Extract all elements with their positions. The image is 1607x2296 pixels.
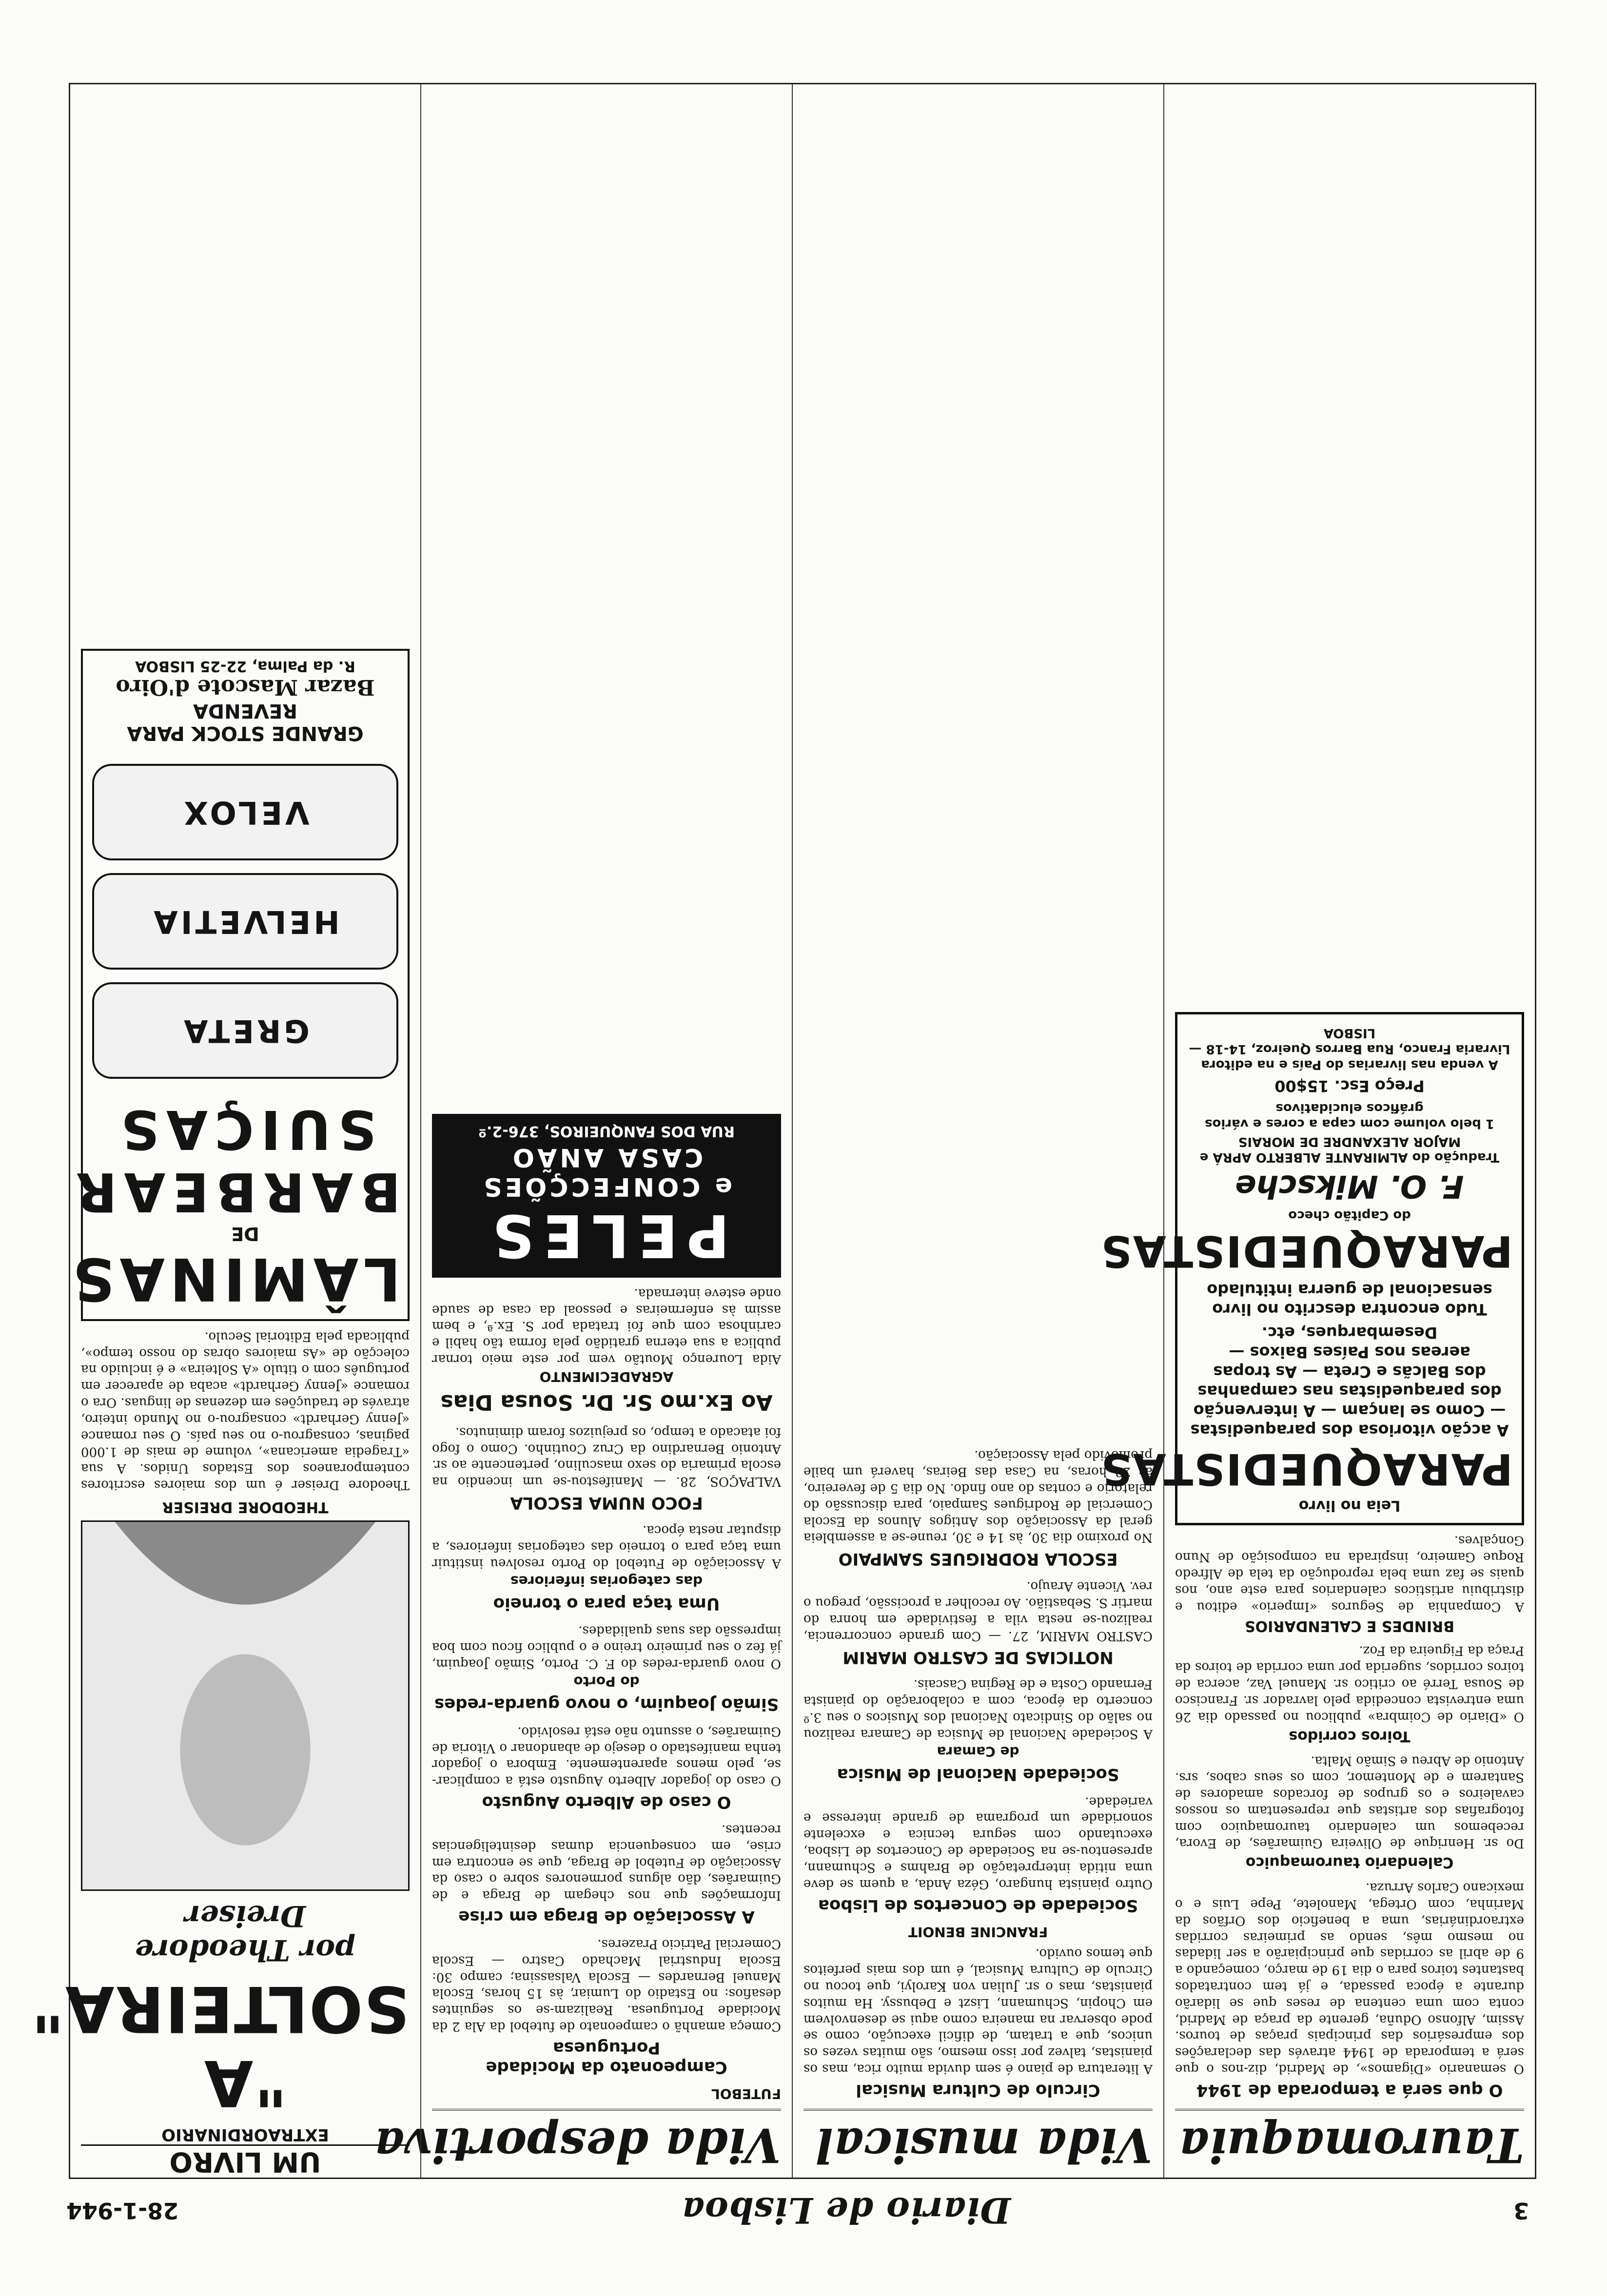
column-rule [1163,84,1164,2178]
article-title: O que será a temporada de 1944 [1196,2081,1503,2100]
article-kicker: do Porto [573,1673,640,1690]
book-label: UM LIVRO [81,2144,410,2178]
ad-connector: DE [231,1223,259,1245]
section-heading: Vida desportiva [432,2109,781,2178]
article-title: BRINDES E CALENDARIOS [1244,1617,1455,1634]
column-rule [792,84,793,2178]
ad-subline: BARBEAR SUIÇAS [69,1098,401,1224]
author-portrait [81,1520,410,1891]
article-body: Outro pianista hungaro, Géza Anda, a quem se deve uma nitida interpretação de Brahms e Schumann, apresentou-se na Sociedade de Concertos de Lisboa, executando com segura tecnica e excelente sonoridade um programa de grande interesse e variedade. [804,1794,1153,1891]
blades-ad [67,649,410,1321]
article-title: Sociedade de Concertos de Lisboa [818,1895,1138,1915]
ad-sale: A venda nas livrarias do País e na editora Livraria Franco, Rua Barros Queiroz, 14-18 — LISBOA [1189,1026,1510,1072]
article-title: O caso de Alberto Augusto [482,1792,731,1812]
section-heading: Vida musical [804,2109,1153,2178]
razor-blade [92,873,398,970]
ad-price: Preço Esc. 15$00 [1274,1077,1425,1096]
article-body: A Companhia de Seguros «Imperio» editou e distribuiu artisticos calendarios para este ano, nos quais se faz uma bela reprodução da tela de Alfredo Roque Gameiro, inspirada na composição de Nuno Gonçalves. [1175,1533,1524,1614]
article-body: Theodore Dreiser é um dos maiores escritores contemporaneos dos Estados Unidos. A sua «Tragedia americana», volume de mais de 1.000 paginas, consagrou-o no seu país. O seu romance «Jenny Gerhardt» consagrou-o no Mundo inteiro, através de traduções em dezenas de linguas. Ora o romance «Jenny Gerhardt» acaba de aparecer em português com o titulo «A Solteira» e é incluido na colecção de «As maiores obras do nosso tempo», publicada pela Editorial Seculo. [81,1329,410,1492]
article-title: A Associação de Braga em crise [458,1907,755,1927]
article-body: CASTRO MARIM, 27. — Com grande concorrencia, realizou-se nesta vila a festividade em honra do martir S. Sebastião. Ao recolher a procissão, pregou o rev. Vicente Araujo. [804,1579,1153,1643]
article-body: A Associação de Futebol do Porto resolveu instituir uma taça para o torneio das categorias inferiores, a disputar nesta época. [432,1523,781,1571]
article-title: Simão Joaquim, o novo guarda-redes [434,1694,779,1714]
ad-text: A acção vitoriosa dos paraquedistas — Como se lançam — A intervenção dos paraquedistas nas campanhas dos Balcãs e Creta — As tropas aereas nos Países Baixos — Desembarques, etc. [1190,1323,1509,1440]
article-body: Informações que nos chegam de Braga e de Guimarães, dão alguns pormenores sobre o caso da Associação de Futebol de Braga, que se encontra em crise, em consequencia dumas desinteligencias recentes. [432,1822,781,1903]
article-signature: FRANCINE BENOIT [908,1924,1048,1940]
issue-date: 28-1-944 [66,2198,179,2224]
ad-volume: 1 belo volume com capa a cores e vários gráficos elucidativos [1205,1100,1494,1131]
article-body: Começa amanhã o campeonato de futebol da Ala 2 da Mocidade Portuguesa. Realizam-se os seguintes desafios: no Estadio do Lumiar, às 15 horas, Escola Manuel Bernardes — Escola Valsassina; campo 30: Escola Industrial Machado Castro — Escola Comercial Patricio Prazeres. [432,1937,781,2034]
ad-address: R. da Palma, 22-25 LISBOA [135,658,355,675]
section-kicker: FUTEBOL [711,2086,781,2102]
paraquedistas-ad [1100,1012,1524,1525]
ad-shop: Bazar Mascote d'Oiro [116,675,375,700]
article-body: A literatura de piano é sem duvida muito rica, mas os pianistas, talvez por isso mesmo, são muitas vezes os unicos, que a tratam, de dificil execução, como se pode observar na maneira como aqui se desenvolvem em Chopin, Schumann, Liszt e Debussy. Ha muitos pianistas, mas o sr. Julian von Karolyi, que tocou no Circulo de Cultura Musical, é um dos mais perfeitos que temos ouvido. [804,1946,1153,2076]
article-body: O caso do jogador Alberto Augusto está a complicar-se, pelo menos aparentemente. Embora o jogador tenha manifestado o desejo de abandonar o Vitoria de Guimarães, o assunto não está resolvido. [432,1724,781,1789]
book-author: por Theodore Dreiser [135,1899,356,1967]
newspaper-title: Diario de Lisboa [681,2190,1011,2232]
article-title: ESCOLA RODRIGUES SAMPAIO [838,1549,1118,1569]
ad-title: PARAQUEDISTAS [1100,1443,1513,1494]
blade-brand: GRETA [181,1012,310,1049]
article-body: VALPAÇOS, 28. — Manifestou-se um incendio na escola primaria do sexo masculino, pertencente ao sr. Antonio Bernardino da Cruz Coutinho. Como o fogo foi atacado a tempo, os prejuizos foram diminutos. [432,1424,781,1489]
article-title: Circulo de Cultura Musical [856,2081,1100,2100]
ad-translation: Tradução do ALMIRANTE ALBERTO APRÁ e MAJOR ALEXANDRE DE MORAIS [1199,1134,1500,1165]
ad-headline: LÂMINAS [67,1245,401,1313]
article-body: O semanario «Digamos», de Madrid, diz-nos o que será a temporada de 1944 através das declarações dos empresários das principais praças de touros. Assim, Alfonso Oduña, gerente da praça de Madrid, conta com uma centena de reses que se lidarão durante a época passada, e já tem contratados bastantes toiros para o dia 19 de março, começando a 9 de abril as corridas que principiarão a ser lidadas no mesmo mês, sendo as primeiras corridas extraordinárias, uma a beneficio dos Orfãos da Marinha, com Ortega, Manolete, Pepe Luis e o mexicano Carlos Arruza. [1175,1880,1524,2076]
book-title: "A SOLTEIRA" [30,1972,410,2120]
article-body: O novo guarda-redes do F. C. Porto, Simão Joaquim, já fez o seu primeiro treino e o publico ficou com boa impressão das suas qualidades. [432,1623,781,1672]
razor-blade [92,764,398,860]
peles-ad [432,1114,781,1278]
article-title: Calendario tauromaquico [1245,1854,1454,1871]
blade-brand: HELVETIA [151,903,340,940]
ad-text: Tudo encontra descrito no livro sensacional de guerra intitulado [1207,1280,1492,1319]
article-body: A Sociedade Nacional de Musica de Camara realizou no salão do Sindicato Nacional dos Musicos o seu 3.º concerto da época, com a colaboração do pianista Fernando Costa e de Regina Cascais. [804,1677,1153,1741]
article-body: Do sr. Henrique de Oliveira Guimarães, de Evora, recebemos um calendario tauromaquico com fotografias dos artistas que representam os nossos cavaleiros e os grupos de forcados amadores de Santarem e de Montemor, com os seus cabos, srs. Antonio de Abreu e Simão Malta. [1175,1753,1524,1851]
book-ad [30,1899,410,2178]
ad-subline: e CONFECÇÕES CASA ANÃO [481,1143,732,1202]
section-heading: Tauromaquia [1175,2109,1524,2178]
article-kicker: AGRADECIMENTO [539,1369,674,1385]
article-title: Uma taça para o torneio [493,1594,720,1614]
article-title: NOTICIAS DE CASTRO MARIM [843,1647,1114,1667]
portrait-caption: THEODORE DREISER [162,1498,329,1516]
article-kicker: das categorias inferiores [510,1573,703,1589]
article-body: O «Diario de Coimbra» publicou no passado dia 26 uma entrevista concedida pelo lavrador sr. Francisco de Sousa Terré ao critico sr. Manuel Vaz, acerca de toiros corridos, sugerida por uma corrida de toiros da Praça da Figueira da Foz. [1175,1643,1524,1724]
column-book-blades [30,84,420,2178]
razor-blade [92,982,398,1079]
portrait-image [82,1522,408,1889]
article-title: Ao Ex.mo Sr. Dr. Sousa Dias [440,1390,773,1415]
column-tauromaquia [1100,84,1535,2178]
page-frame [30,83,1536,2179]
ad-address: RUA DOS FANQUEIROS, 376-2.º [478,1123,735,1140]
column-vida-desportiva [374,84,792,2178]
article-title: FOCO NUMA ESCOLA [510,1493,703,1513]
article-title: Sociedade Nacional de Musica [837,1764,1119,1784]
article-body: No proximo dia 30, às 14 e 30, reune-se a assembleia geral da Associação dos Antigos Alunos da Escola Comercial de Rodrigues Sampaio, para discussão do relatorio e contas do ano findo. No dia 5 de fevereiro, às 22 horas, na Casa das Beiras, haverá um baile promovido pela Associação. [804,1448,1153,1545]
book-label-sub: EXTRAORDINARIO [161,2125,329,2144]
column-vida-musical [793,84,1163,2178]
blade-images [90,764,401,1079]
article-kicker: de Camara [937,1743,1019,1760]
masthead [66,2189,1529,2233]
blade-brand: VELOX [181,794,310,831]
ad-author: F. O. Miksche [1235,1168,1464,1205]
page-number: 3 [1513,2198,1529,2224]
ad-title: PARAQUEDISTAS [1100,1226,1513,1276]
article-title: Campeonato da Mocidade Portuguesa [486,2038,727,2077]
column-rule [420,84,421,2178]
ad-label: Leia no livro [1298,1497,1401,1514]
ad-author-prefix: do Capitão checo [1288,1207,1411,1223]
article-body: Aida Lourenço Moutão vem por este meio tornar publica a sua eterna gratidão pela forma tão habil e carinhosa com que foi tratada por S. Ex.ª, e bem assim às enfermeiras e pessoal da casa de saude onde esteve internada. [432,1285,781,1367]
article-title: Toiros corridos [1289,1727,1411,1745]
ad-headline: PELES [483,1201,730,1269]
ad-stock: GRANDE STOCK PARA REVENDA [127,700,364,745]
